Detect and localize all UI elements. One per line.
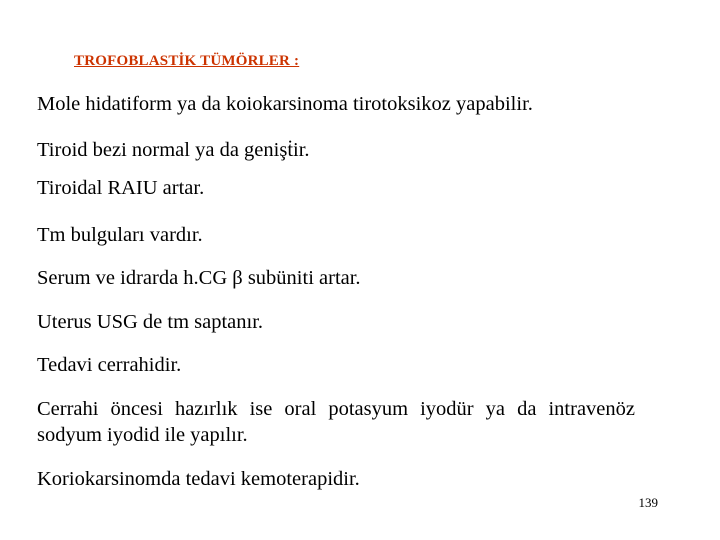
page-number: 139 <box>638 495 658 510</box>
bullet-line-2: Tiroid bezi normal ya da genişṫir. <box>37 139 310 161</box>
bullet-line-6: Uterus USG de tm saptanır. <box>37 311 264 333</box>
bullet-line-4: Tm bulguları vardır. <box>37 224 203 246</box>
bullet-line-9: Koriokarsinomda tedavi kemoterapidir. <box>37 468 360 490</box>
bullet-line-1: Mole hidatiform ya da koiokarsinoma tirotoksikoz yapabilir. <box>37 93 533 115</box>
bullet-line-5: Serum ve idrarda h.CG β subüniti artar. <box>37 267 361 289</box>
bullet-line-7: Tedavi cerrahidir. <box>37 354 182 376</box>
slide-title: TROFOBLASTİK TÜMÖRLER : <box>74 53 300 69</box>
bullet-line-3: Tiroidal RAIU artar. <box>37 177 205 199</box>
bullet-line-8: Cerrahi öncesi hazırlık ise oral potasyum iyodür ya da intravenöz sodyum iyodid ile yapılır. <box>37 398 635 446</box>
